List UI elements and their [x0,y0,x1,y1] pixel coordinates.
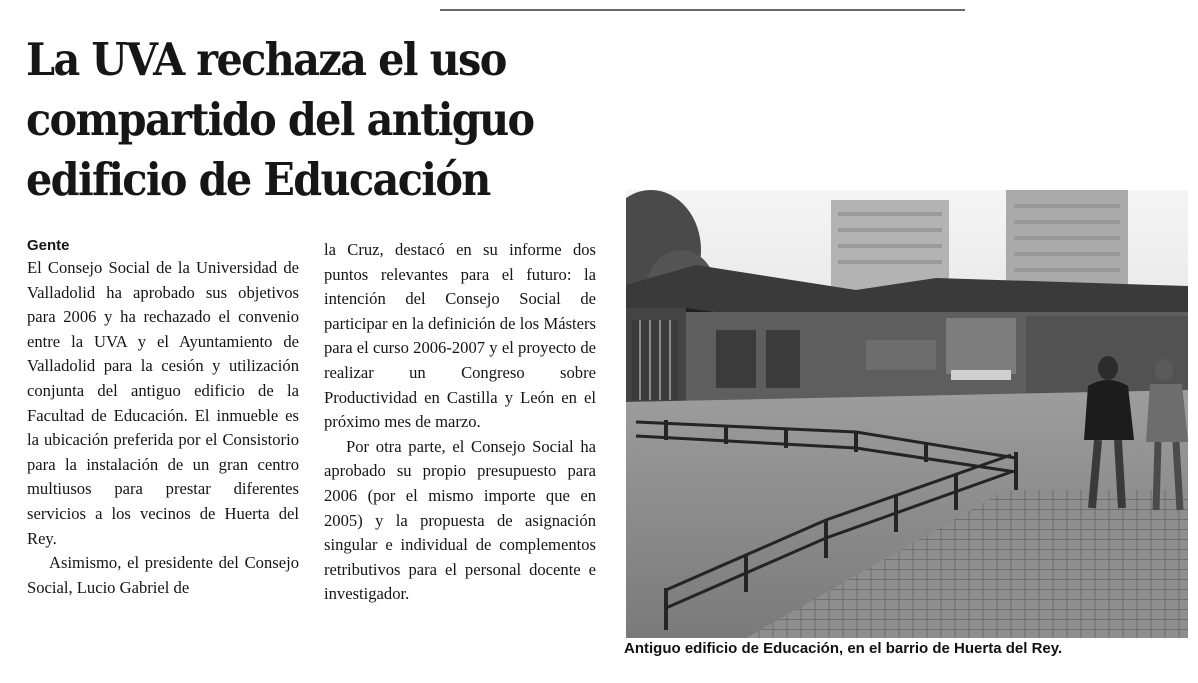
building-photo-illustration [626,190,1188,638]
headline-line-3: edificio de Educación [26,153,490,206]
paragraph-3: la Cruz, destacó en su informe dos puntos relevantes para el futuro: la intención del Consejo Social de participar en la definición de los Másters para el curso 2006-2007 y el proyecto de realizar un Congreso sobre Productividad en Castilla y León en el próximo mes de marzo. [324,240,596,432]
headline-line-2: compartido del antiguo [26,93,534,146]
headline-line-1: La UVA rechaza el uso [26,33,506,86]
photo-caption: Antiguo edificio de Educación, en el barrio de Huerta del Rey. [624,640,1063,657]
article-column-1 [27,232,299,600]
byline: Gente [27,237,70,254]
article-column-2 [324,238,596,607]
paragraph-2: Asimismo, el presidente del Consejo Social, Lucio Gabriel de [27,553,299,597]
headline [26,30,578,210]
top-rule [440,9,965,11]
paragraph-4: Por otra parte, el Consejo Social ha aprobado su propio presupuesto para 2006 (por el mismo importe que en 2005) y la propuesta de asignación singular e individual de complementos retributivos para el personal docente e investigador. [324,436,596,604]
paragraph-1: El Consejo Social de la Universidad de Valladolid ha aprobado sus objetivos para 2006 y ha rechazado el convenio entre la UVA y el Ayuntamiento de Valladolid para la cesión y utilización conjunta del antiguo edificio de la Facultad de Educación. El inmueble es la ubicación preferida por el Consistorio para la instalación de un gran centro multiusos para prestar diferentes servicios a los vecinos de Huerta del Rey. [27,258,299,548]
building-photo [626,190,1188,638]
